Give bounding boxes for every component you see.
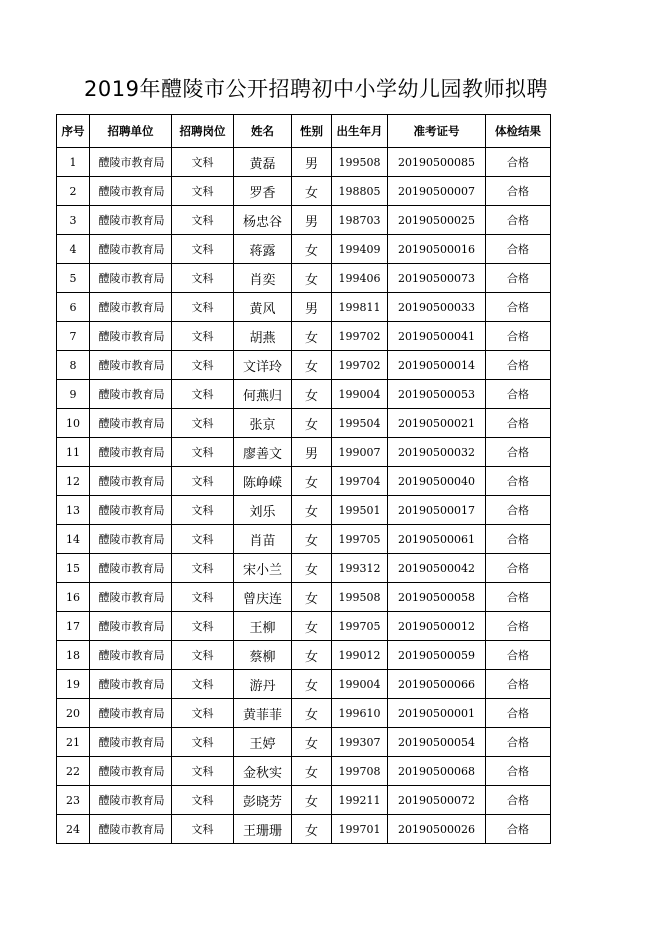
cell-birth: 198805	[332, 177, 388, 206]
cell-exam-id: 20190500032	[388, 438, 486, 467]
cell-sex: 女	[292, 235, 332, 264]
cell-post: 文科	[172, 786, 234, 815]
table-row	[57, 351, 551, 380]
cell-sex: 女	[292, 351, 332, 380]
cell-post: 文科	[172, 322, 234, 351]
cell-seq: 24	[57, 815, 90, 844]
cell-birth: 199610	[332, 699, 388, 728]
cell-birth: 199811	[332, 293, 388, 322]
cell-result: 合格	[486, 438, 551, 467]
cell-exam-id: 20190500014	[388, 351, 486, 380]
table-row	[57, 380, 551, 409]
cell-unit: 醴陵市教育局	[90, 293, 172, 322]
cell-exam-id: 20190500041	[388, 322, 486, 351]
cell-sex: 女	[292, 612, 332, 641]
cell-result: 合格	[486, 699, 551, 728]
cell-exam-id: 20190500058	[388, 583, 486, 612]
cell-birth: 199004	[332, 380, 388, 409]
cell-sex: 女	[292, 554, 332, 583]
cell-birth: 199508	[332, 148, 388, 177]
cell-result: 合格	[486, 380, 551, 409]
cell-result: 合格	[486, 467, 551, 496]
table-row	[57, 612, 551, 641]
cell-sex: 女	[292, 786, 332, 815]
cell-unit: 醴陵市教育局	[90, 351, 172, 380]
cell-post: 文科	[172, 235, 234, 264]
cell-unit: 醴陵市教育局	[90, 467, 172, 496]
table-row	[57, 293, 551, 322]
cell-result: 合格	[486, 206, 551, 235]
cell-result: 合格	[486, 554, 551, 583]
cell-name: 何燕归	[234, 380, 292, 409]
cell-unit: 醴陵市教育局	[90, 670, 172, 699]
cell-birth: 199312	[332, 554, 388, 583]
cell-result: 合格	[486, 293, 551, 322]
table-body	[57, 148, 551, 844]
col-header-seq: 序号	[57, 115, 90, 148]
cell-birth: 199705	[332, 525, 388, 554]
cell-sex: 女	[292, 815, 332, 844]
cell-birth: 199705	[332, 612, 388, 641]
cell-birth: 199702	[332, 322, 388, 351]
cell-sex: 男	[292, 438, 332, 467]
table-row	[57, 235, 551, 264]
cell-post: 文科	[172, 612, 234, 641]
cell-sex: 男	[292, 206, 332, 235]
cell-exam-id: 20190500072	[388, 786, 486, 815]
cell-birth: 199012	[332, 641, 388, 670]
cell-unit: 醴陵市教育局	[90, 177, 172, 206]
cell-post: 文科	[172, 554, 234, 583]
cell-name: 胡燕	[234, 322, 292, 351]
cell-result: 合格	[486, 409, 551, 438]
table-row	[57, 757, 551, 786]
cell-birth: 199211	[332, 786, 388, 815]
cell-unit: 醴陵市教育局	[90, 612, 172, 641]
cell-sex: 女	[292, 264, 332, 293]
cell-unit: 醴陵市教育局	[90, 757, 172, 786]
cell-post: 文科	[172, 409, 234, 438]
cell-birth: 199702	[332, 351, 388, 380]
col-header-result: 体检结果	[486, 115, 551, 148]
cell-result: 合格	[486, 583, 551, 612]
table-row	[57, 670, 551, 699]
cell-post: 文科	[172, 583, 234, 612]
cell-seq: 3	[57, 206, 90, 235]
cell-exam-id: 20190500059	[388, 641, 486, 670]
cell-result: 合格	[486, 525, 551, 554]
cell-post: 文科	[172, 206, 234, 235]
cell-name: 王柳	[234, 612, 292, 641]
cell-result: 合格	[486, 612, 551, 641]
cell-exam-id: 20190500054	[388, 728, 486, 757]
cell-name: 文详玲	[234, 351, 292, 380]
cell-result: 合格	[486, 728, 551, 757]
cell-sex: 男	[292, 293, 332, 322]
cell-seq: 2	[57, 177, 90, 206]
cell-sex: 女	[292, 670, 332, 699]
table-row	[57, 583, 551, 612]
cell-result: 合格	[486, 235, 551, 264]
cell-seq: 16	[57, 583, 90, 612]
cell-name: 廖善文	[234, 438, 292, 467]
cell-post: 文科	[172, 641, 234, 670]
cell-exam-id: 20190500085	[388, 148, 486, 177]
cell-exam-id: 20190500025	[388, 206, 486, 235]
cell-exam-id: 20190500021	[388, 409, 486, 438]
cell-result: 合格	[486, 757, 551, 786]
table-row	[57, 206, 551, 235]
recruitment-table	[56, 114, 551, 844]
cell-exam-id: 20190500016	[388, 235, 486, 264]
col-header-exam-id: 准考证号	[388, 115, 486, 148]
cell-name: 黄菲菲	[234, 699, 292, 728]
cell-unit: 醴陵市教育局	[90, 380, 172, 409]
table-row	[57, 641, 551, 670]
table-row	[57, 264, 551, 293]
cell-exam-id: 20190500061	[388, 525, 486, 554]
cell-exam-id: 20190500042	[388, 554, 486, 583]
cell-result: 合格	[486, 786, 551, 815]
cell-sex: 男	[292, 148, 332, 177]
col-header-name: 姓名	[234, 115, 292, 148]
cell-result: 合格	[486, 670, 551, 699]
cell-unit: 醴陵市教育局	[90, 641, 172, 670]
table-row	[57, 496, 551, 525]
cell-seq: 8	[57, 351, 90, 380]
cell-unit: 醴陵市教育局	[90, 438, 172, 467]
cell-post: 文科	[172, 293, 234, 322]
cell-unit: 醴陵市教育局	[90, 206, 172, 235]
cell-exam-id: 20190500017	[388, 496, 486, 525]
cell-birth: 199007	[332, 438, 388, 467]
cell-seq: 23	[57, 786, 90, 815]
cell-seq: 22	[57, 757, 90, 786]
cell-post: 文科	[172, 351, 234, 380]
cell-result: 合格	[486, 148, 551, 177]
cell-sex: 女	[292, 380, 332, 409]
cell-birth: 199508	[332, 583, 388, 612]
cell-result: 合格	[486, 815, 551, 844]
cell-birth: 199704	[332, 467, 388, 496]
table-row	[57, 177, 551, 206]
table-row	[57, 786, 551, 815]
cell-result: 合格	[486, 496, 551, 525]
cell-unit: 醴陵市教育局	[90, 496, 172, 525]
cell-exam-id: 20190500066	[388, 670, 486, 699]
cell-result: 合格	[486, 264, 551, 293]
cell-unit: 醴陵市教育局	[90, 815, 172, 844]
table-row	[57, 467, 551, 496]
cell-name: 游丹	[234, 670, 292, 699]
col-header-sex: 性别	[292, 115, 332, 148]
cell-sex: 女	[292, 641, 332, 670]
cell-unit: 醴陵市教育局	[90, 235, 172, 264]
cell-sex: 女	[292, 467, 332, 496]
cell-post: 文科	[172, 148, 234, 177]
cell-sex: 女	[292, 496, 332, 525]
cell-exam-id: 20190500068	[388, 757, 486, 786]
cell-seq: 5	[57, 264, 90, 293]
cell-seq: 1	[57, 148, 90, 177]
cell-seq: 15	[57, 554, 90, 583]
page-title: 2019年醴陵市公开招聘初中小学幼儿园教师拟聘	[84, 77, 548, 101]
cell-birth: 199701	[332, 815, 388, 844]
cell-result: 合格	[486, 641, 551, 670]
cell-result: 合格	[486, 351, 551, 380]
cell-result: 合格	[486, 177, 551, 206]
cell-birth: 199409	[332, 235, 388, 264]
cell-unit: 醴陵市教育局	[90, 786, 172, 815]
cell-seq: 14	[57, 525, 90, 554]
cell-exam-id: 20190500073	[388, 264, 486, 293]
cell-name: 刘乐	[234, 496, 292, 525]
cell-exam-id: 20190500033	[388, 293, 486, 322]
cell-seq: 13	[57, 496, 90, 525]
cell-post: 文科	[172, 815, 234, 844]
cell-seq: 6	[57, 293, 90, 322]
cell-seq: 19	[57, 670, 90, 699]
cell-post: 文科	[172, 699, 234, 728]
cell-post: 文科	[172, 177, 234, 206]
cell-name: 黄磊	[234, 148, 292, 177]
cell-name: 陈峥嵘	[234, 467, 292, 496]
cell-unit: 醴陵市教育局	[90, 525, 172, 554]
cell-post: 文科	[172, 757, 234, 786]
cell-seq: 12	[57, 467, 90, 496]
cell-name: 肖奕	[234, 264, 292, 293]
cell-name: 宋小兰	[234, 554, 292, 583]
cell-unit: 醴陵市教育局	[90, 699, 172, 728]
cell-name: 曾庆连	[234, 583, 292, 612]
col-header-post: 招聘岗位	[172, 115, 234, 148]
cell-post: 文科	[172, 380, 234, 409]
cell-name: 张京	[234, 409, 292, 438]
cell-birth: 199307	[332, 728, 388, 757]
cell-unit: 醴陵市教育局	[90, 554, 172, 583]
cell-name: 蒋露	[234, 235, 292, 264]
cell-unit: 醴陵市教育局	[90, 409, 172, 438]
cell-seq: 21	[57, 728, 90, 757]
cell-exam-id: 20190500007	[388, 177, 486, 206]
cell-seq: 17	[57, 612, 90, 641]
cell-unit: 醴陵市教育局	[90, 322, 172, 351]
cell-sex: 女	[292, 583, 332, 612]
cell-post: 文科	[172, 438, 234, 467]
cell-unit: 醴陵市教育局	[90, 728, 172, 757]
cell-result: 合格	[486, 322, 551, 351]
cell-birth: 199501	[332, 496, 388, 525]
cell-sex: 女	[292, 525, 332, 554]
cell-birth: 199708	[332, 757, 388, 786]
cell-seq: 10	[57, 409, 90, 438]
header-row	[57, 115, 551, 148]
cell-name: 黄风	[234, 293, 292, 322]
cell-sex: 女	[292, 728, 332, 757]
cell-sex: 女	[292, 409, 332, 438]
table-row	[57, 438, 551, 467]
table-row	[57, 409, 551, 438]
cell-unit: 醴陵市教育局	[90, 583, 172, 612]
cell-name: 王婷	[234, 728, 292, 757]
cell-birth: 199406	[332, 264, 388, 293]
cell-exam-id: 20190500001	[388, 699, 486, 728]
cell-seq: 20	[57, 699, 90, 728]
cell-name: 杨忠谷	[234, 206, 292, 235]
cell-sex: 女	[292, 322, 332, 351]
table-row	[57, 699, 551, 728]
cell-unit: 醴陵市教育局	[90, 264, 172, 293]
cell-exam-id: 20190500053	[388, 380, 486, 409]
cell-birth: 198703	[332, 206, 388, 235]
cell-seq: 11	[57, 438, 90, 467]
cell-birth: 199504	[332, 409, 388, 438]
cell-name: 王珊珊	[234, 815, 292, 844]
cell-sex: 女	[292, 699, 332, 728]
cell-seq: 7	[57, 322, 90, 351]
col-header-unit: 招聘单位	[90, 115, 172, 148]
cell-name: 金秋实	[234, 757, 292, 786]
cell-post: 文科	[172, 525, 234, 554]
table-row	[57, 148, 551, 177]
cell-exam-id: 20190500040	[388, 467, 486, 496]
cell-post: 文科	[172, 467, 234, 496]
cell-sex: 女	[292, 177, 332, 206]
cell-name: 彭晓芳	[234, 786, 292, 815]
col-header-birth: 出生年月	[332, 115, 388, 148]
cell-unit: 醴陵市教育局	[90, 148, 172, 177]
cell-seq: 18	[57, 641, 90, 670]
cell-post: 文科	[172, 670, 234, 699]
cell-sex: 女	[292, 757, 332, 786]
cell-birth: 199004	[332, 670, 388, 699]
cell-exam-id: 20190500012	[388, 612, 486, 641]
cell-name: 肖苗	[234, 525, 292, 554]
cell-post: 文科	[172, 728, 234, 757]
cell-exam-id: 20190500026	[388, 815, 486, 844]
table-row	[57, 554, 551, 583]
cell-name: 罗香	[234, 177, 292, 206]
cell-post: 文科	[172, 496, 234, 525]
table-row	[57, 525, 551, 554]
cell-seq: 9	[57, 380, 90, 409]
table-row	[57, 728, 551, 757]
cell-name: 蔡柳	[234, 641, 292, 670]
cell-seq: 4	[57, 235, 90, 264]
cell-post: 文科	[172, 264, 234, 293]
table-row	[57, 815, 551, 844]
table-row	[57, 322, 551, 351]
